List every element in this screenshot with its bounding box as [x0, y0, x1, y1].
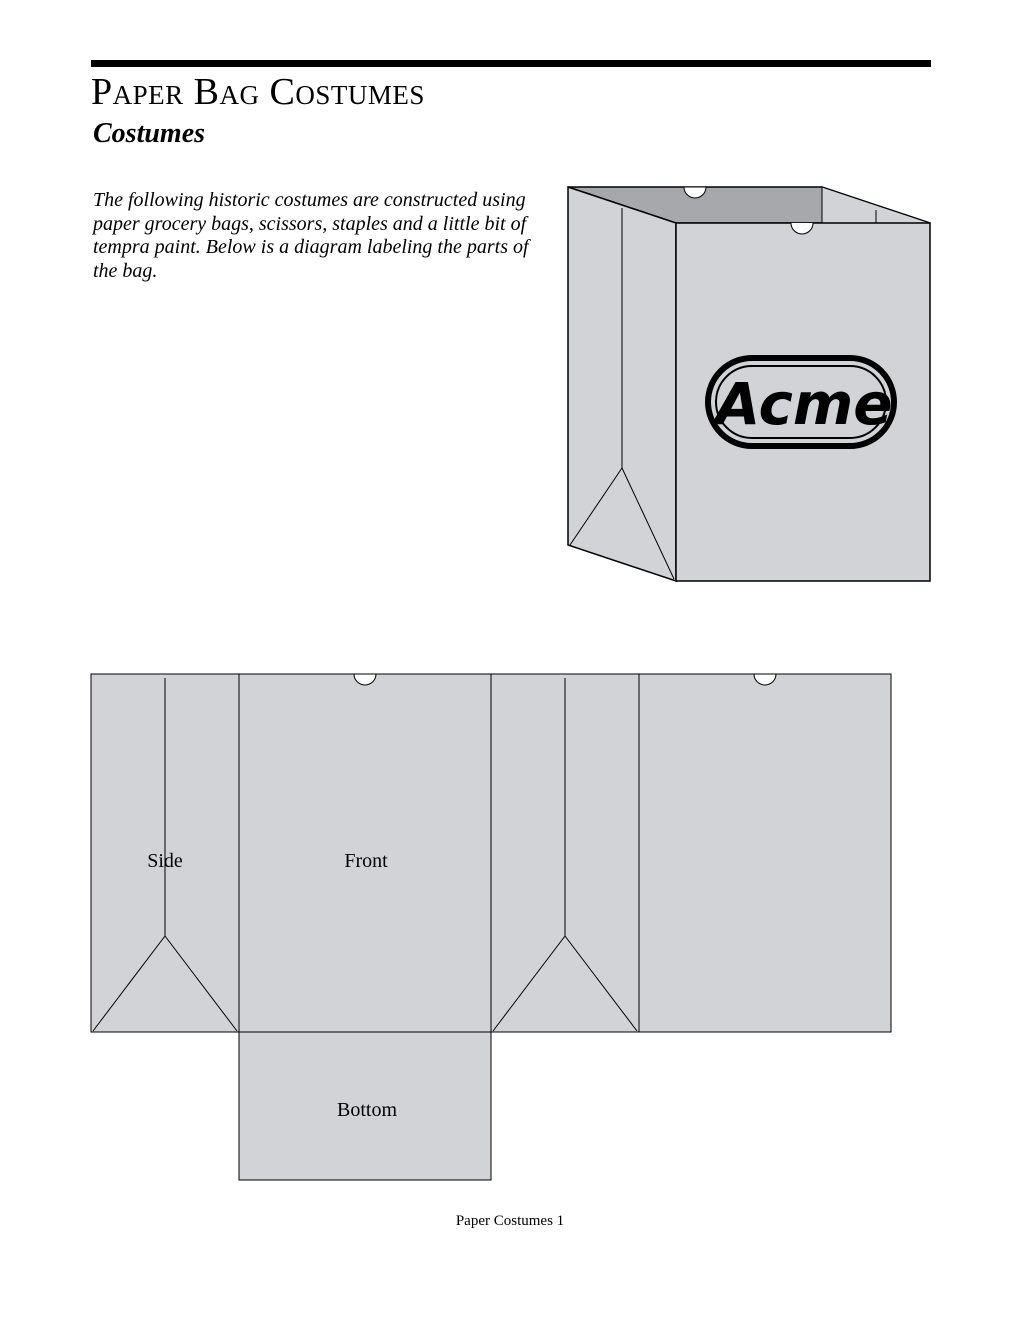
acme-logo: [708, 358, 894, 446]
front-label: Front: [344, 850, 388, 872]
unfolded-bag-diagram: [80, 665, 910, 1195]
side-label: Side: [147, 850, 183, 872]
page-title: Paper Bag Costumes: [91, 71, 425, 113]
page-footer: Paper Costumes 1: [455, 1213, 565, 1229]
acme-logo-text: Acme: [715, 370, 893, 438]
page-subtitle: Costumes: [93, 118, 206, 149]
bottom-label: Bottom: [336, 1099, 398, 1121]
intro-paragraph: The following historic costumes are constructed using paper grocery bags, scissors, staples and a little bit of tempra paint. Below is a diagram labeling the parts of the bag.: [93, 189, 529, 282]
paper-bag-illustration: [560, 180, 935, 590]
back-panel: [639, 674, 891, 1032]
top-rule: [91, 60, 931, 67]
